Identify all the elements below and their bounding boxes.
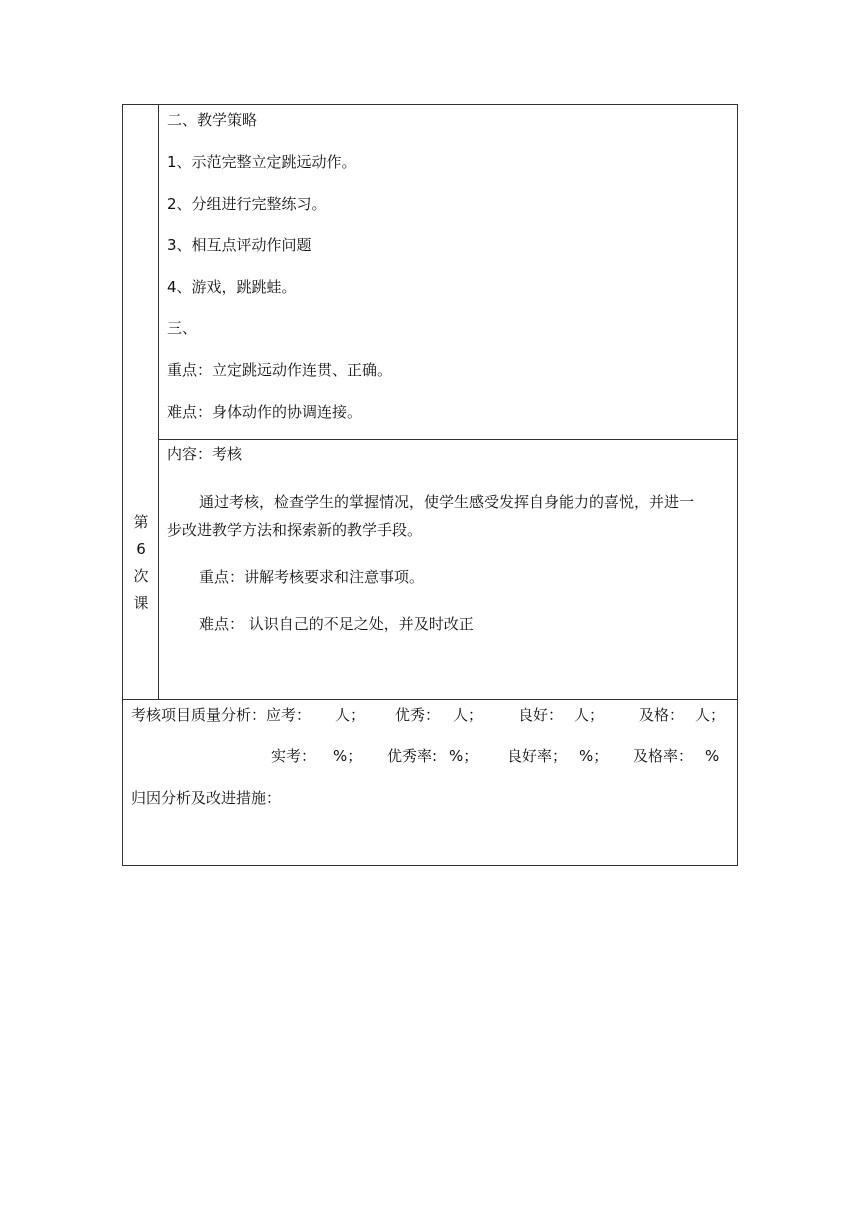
analysis-good-rate: 良好率； <box>507 747 568 765</box>
strategy-heading: 二、教学策略 <box>167 111 258 129</box>
analysis-ren-4: 人； <box>695 706 726 724</box>
analysis-pass: 及格： <box>639 706 685 724</box>
analysis-ren-2: 人； <box>453 706 484 724</box>
strategy-item-2: 2、分组进行完整练习。 <box>167 195 327 213</box>
analysis-pct-2: %； <box>449 747 479 765</box>
lesson-content: 内容：考核 <box>167 445 243 463</box>
analysis-title: 考核项目质量分析：应考： <box>131 706 312 724</box>
analysis-pct-1: %； <box>333 747 363 765</box>
analysis-pct-3: %； <box>579 747 609 765</box>
analysis-excellent-rate: 优秀率: <box>387 747 438 765</box>
strategy-item-1: 1、示范完整立定跳远动作。 <box>167 153 357 171</box>
lesson-difficulty: 难点： 认识自己的不足之处，并及时改正 <box>199 615 474 633</box>
lesson-label-char-2: 次 <box>133 567 149 585</box>
lesson-paragraph-line-1: 通过考核，检查学生的掌握情况，使学生感受发挥自身能力的喜悦，并进一 <box>199 493 695 511</box>
section-three: 三、 <box>167 319 198 337</box>
lesson-plan-table <box>122 104 738 866</box>
lesson-label-char-1: 第 <box>133 513 149 531</box>
analysis-ren-1: 人； <box>335 706 366 724</box>
analysis-ren-3: 人； <box>574 706 605 724</box>
analysis-cause: 归因分析及改进措施： <box>131 789 282 807</box>
lesson-label-number: 6 <box>136 540 146 558</box>
analysis-excellent: 优秀： <box>395 706 441 724</box>
lesson-focus: 重点：讲解考核要求和注意事项。 <box>199 568 425 586</box>
strategy-difficulty: 难点：身体动作的协调连接。 <box>167 403 363 421</box>
row-divider-2 <box>123 699 737 700</box>
row-divider-1 <box>158 439 738 440</box>
lesson-label-char-3: 课 <box>133 594 149 612</box>
strategy-focus: 重点：立定跳远动作连贯、正确。 <box>167 361 393 379</box>
analysis-pct-4: % <box>705 747 720 765</box>
lesson-paragraph-line-2: 步改进教学方法和探索新的教学手段。 <box>167 521 423 539</box>
strategy-item-3: 3、相互点评动作问题 <box>167 236 312 254</box>
strategy-item-4: 4、游戏，跳跳蛙。 <box>167 278 297 296</box>
analysis-actual: 实考： <box>271 747 317 765</box>
analysis-good: 良好： <box>518 706 564 724</box>
analysis-pass-rate: 及格率： <box>633 747 694 765</box>
